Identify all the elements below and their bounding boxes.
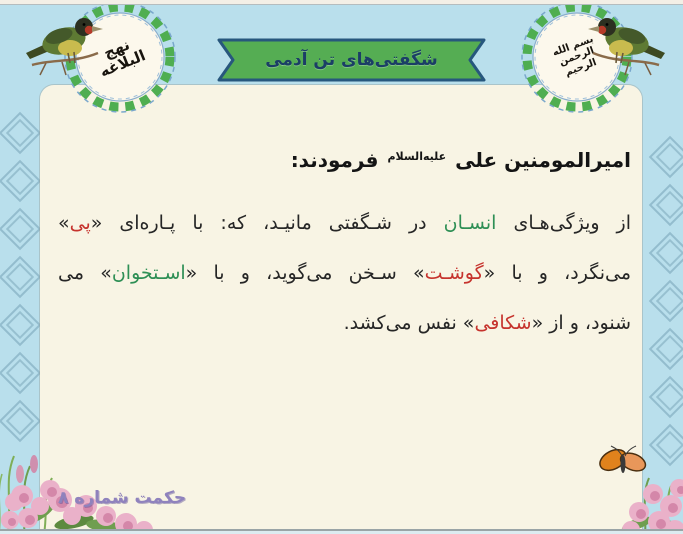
right-medallion-text: بسم الله الرحمن الرحیم bbox=[551, 33, 599, 79]
body-text-segment: می‌نگرد، و با « bbox=[483, 262, 631, 284]
body-text-segment: » می bbox=[58, 262, 112, 284]
knot-motif-icon bbox=[0, 256, 41, 298]
knot-motif-icon bbox=[649, 136, 683, 178]
body-text-segment: از ویژگی‌هـای bbox=[496, 212, 632, 234]
knot-motif-icon bbox=[649, 184, 683, 226]
bird-icon bbox=[569, 3, 679, 83]
butterfly-icon bbox=[596, 445, 648, 474]
knot-motif-icon bbox=[0, 352, 41, 394]
hikmat-number-label: حکمت شماره ۸ bbox=[58, 488, 187, 508]
bird-icon bbox=[12, 3, 122, 83]
body-text-segment: شنود، و از « bbox=[531, 312, 631, 334]
highlight-word-red: پی bbox=[69, 212, 91, 234]
body-line-1 bbox=[58, 198, 631, 248]
body-line-3 bbox=[58, 298, 631, 348]
body-line-2 bbox=[58, 248, 631, 298]
highlight-word-red: شکافی bbox=[474, 312, 532, 334]
hadith-attribution bbox=[291, 148, 631, 172]
body-text-segment: » bbox=[58, 212, 70, 234]
left-medallion-text: نهج البلاغه bbox=[97, 35, 149, 81]
highlight-word-green: انسـان bbox=[443, 212, 497, 234]
speaker-name: امیرالمومنین علی bbox=[455, 148, 631, 172]
title-banner bbox=[213, 36, 490, 84]
body-text-segment: » نفس می‌کشد. bbox=[343, 312, 475, 334]
highlight-word-red: گوشـت bbox=[424, 262, 484, 284]
knot-motif-icon bbox=[649, 232, 683, 274]
slide-title: شگفتی‌های تن آدمی bbox=[265, 50, 438, 70]
knot-motif-icon bbox=[649, 280, 683, 322]
highlight-word-green: اسـتخوان bbox=[111, 262, 186, 284]
knot-motif-icon bbox=[0, 112, 41, 154]
knot-motif-icon bbox=[0, 304, 41, 346]
said-text: فرمودند: bbox=[290, 148, 379, 172]
honorific-text: علیه‌السلام bbox=[387, 150, 447, 163]
body-text-segment: » سـخن می‌گوید، و با « bbox=[185, 262, 425, 284]
knot-motif-icon bbox=[0, 160, 41, 202]
flower-butterfly-icon bbox=[575, 432, 683, 534]
hadith-body bbox=[58, 198, 631, 348]
flower-cluster-icon bbox=[0, 422, 166, 534]
knot-motif-icon bbox=[649, 376, 683, 418]
knot-motif-icon bbox=[649, 328, 683, 370]
body-text-segment: در شـگفتی مانیـد، که: با پـاره‌ای « bbox=[90, 212, 444, 234]
top-edge-line bbox=[0, 4, 683, 5]
knot-motif-icon bbox=[0, 208, 41, 250]
